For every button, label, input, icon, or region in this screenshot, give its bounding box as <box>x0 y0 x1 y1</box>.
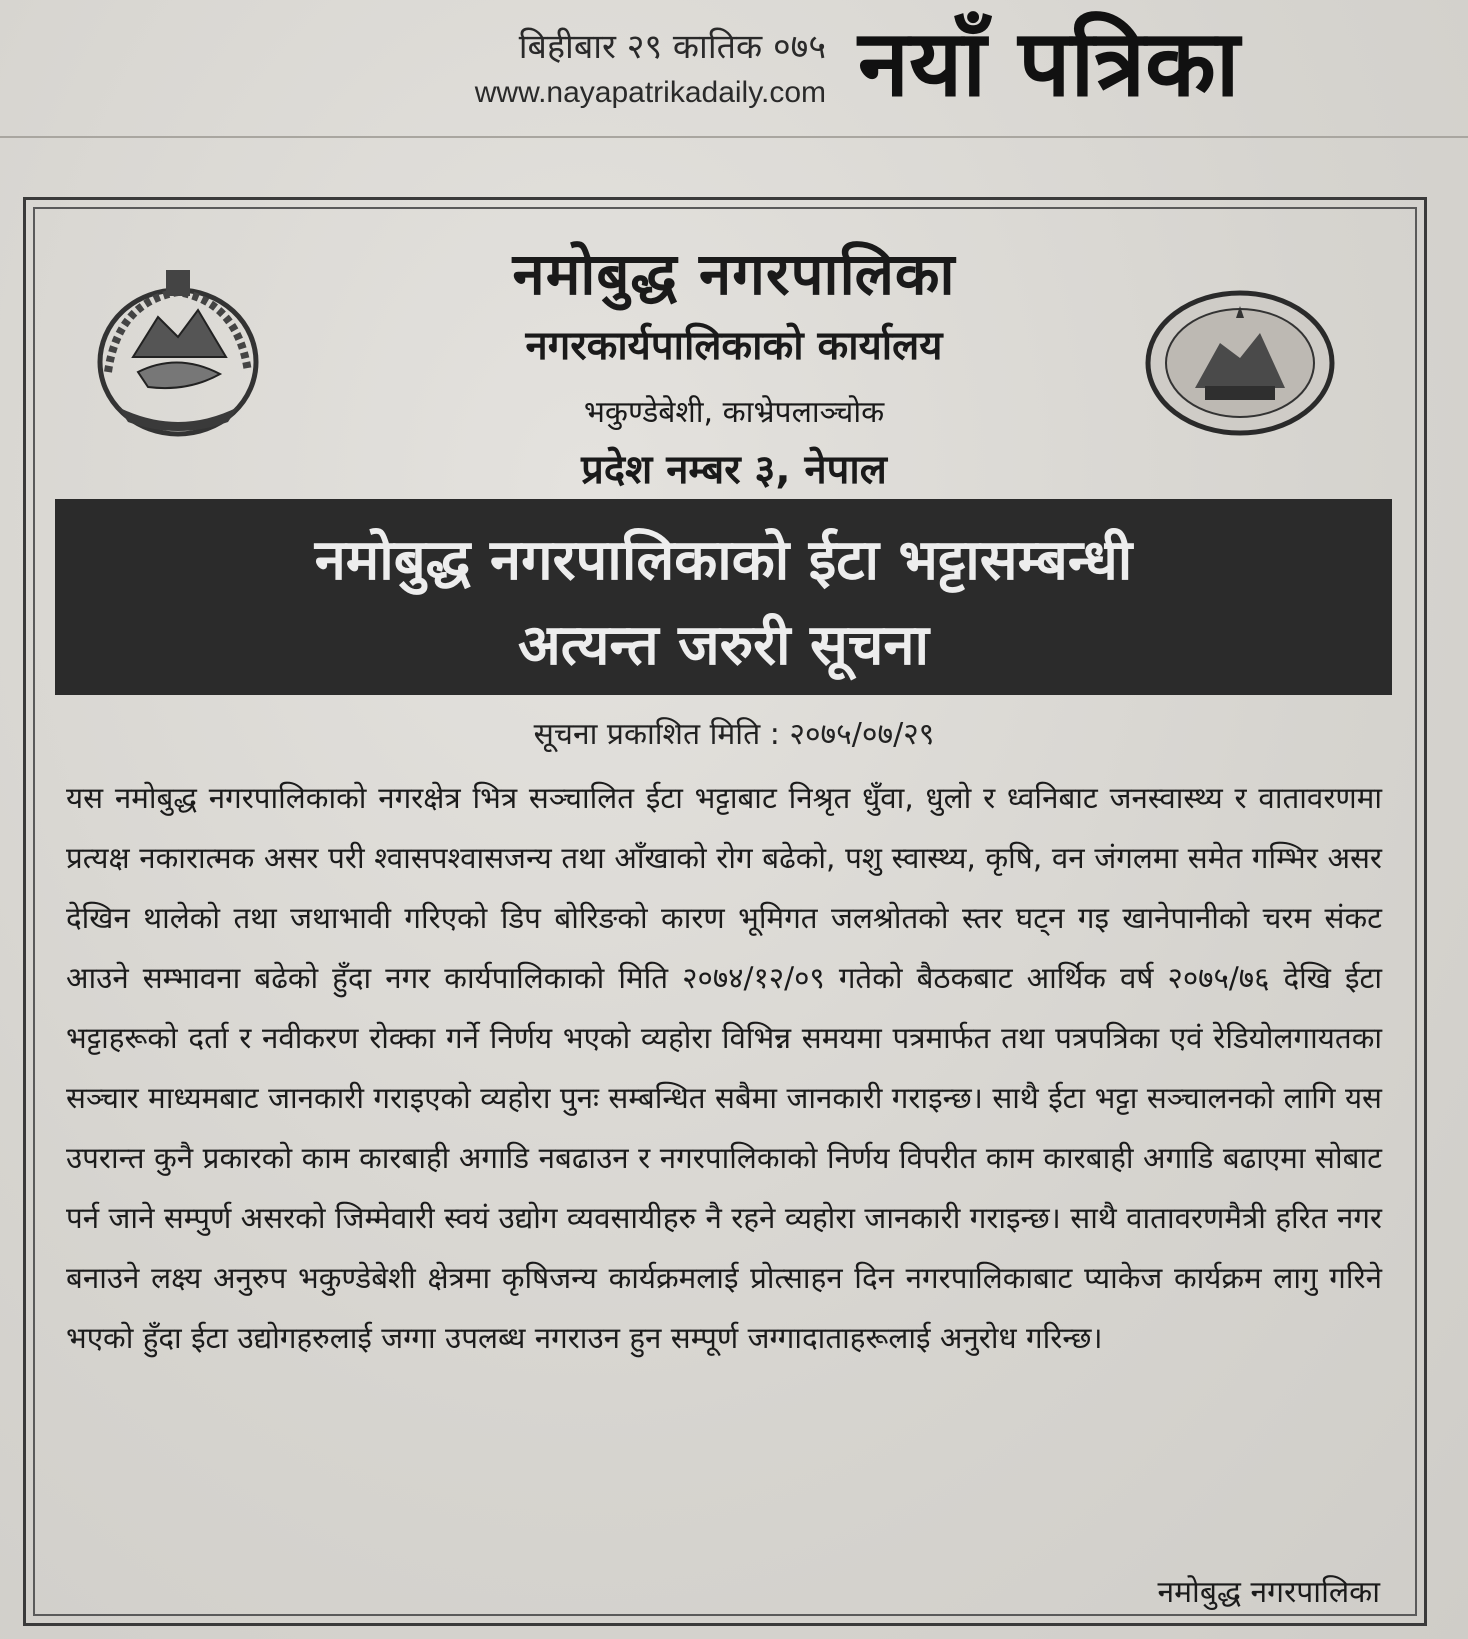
municipality-name: नमोबुद्ध नगरपालिका <box>512 240 956 308</box>
office-address: भकुण्डेबेशी, काभ्रेपलाञ्चोक <box>583 395 885 430</box>
fold-line <box>0 136 1468 138</box>
notice-body: यस नमोबुद्ध नगरपालिकाको नगरक्षेत्र भित्र सञ्चालित ईटा भट्टाबाट निश्रृत धुँवा, धुलो र ध्वनिबाट जनस्वास्थ्य र वातावरणमा प्रत्यक्ष नकारात्मक असर परी श्वासपश्वासजन्य तथा आँखाको रोग बढेको, पशु स्वास्थ्य, कृषि, वन जंगलमा समेत गम्भिर असर देखिन थालेको तथा जथाभावी गरिएको डिप बोरिङको कारण भूमिगत जलश्रोतको स्तर घट्न गइ खानेपानीको चरम संकट आउने सम्भावना बढेको हुँदा नगर कार्यपालिकाको मिति २०७४/१२/०९ गतेको बैठकबाट आर्थिक वर्ष २०७५/७६ देखि ईटा भट्टाहरूको दर्ता र नवीकरण रोक्का गर्ने निर्णय भएको व्यहोरा विभिन्न समयमा पत्रमार्फत तथा पत्रपत्रिका एवं रेडियोलगायतका सञ्चार माध्यमबाट जानकारी गराइएको व्यहोरा पुनः सम्बन्धित सबैमा जानकारी गराइन्छ। साथै ईटा भट्टा सञ्चालनको लागि यस उपरान्त कुनै प्रकारको काम कारबाही अगाडि नबढाउन र नगरपालिकाको निर्णय विपरीत काम कारबाही अगाडि बढाएमा सोबाट पर्न जाने सम्पुर्ण असरको जिम्मेवारी स्वयं उद्योग व्यवसायीहरु नै रहने व्यहोरा जानकारी गराइन्छ। साथै वातावरणमैत्री हरित नगर बनाउने लक्ष्य अनुरुप भकुण्डेबेशी क्षेत्रमा कृषिजन्य कार्यक्रमलाई प्रोत्साहन दिन नगरपालिकाबाट प्याकेज कार्यक्रम लागु गरिने भएको हुँदा ईटा उद्योगहरुलाई जग्गा उपलब्ध नगराउन हुन सम्पूर्ण जग्गादाताहरूलाई अनुरोध गरिन्छ। <box>66 781 1382 1355</box>
office-name: नगरकार्यपालिकाको कार्यालय <box>525 323 943 369</box>
published-date: सूचना प्रकाशित मिति : २०७५/०७/२९ <box>533 717 935 752</box>
province-line: प्रदेश नम्बर ३, नेपाल <box>581 447 887 493</box>
notice-title-line-2: अत्यन्त जरुरी सूचना <box>517 613 930 678</box>
newspaper-name: नयाँ पत्रिका <box>858 10 1240 117</box>
signature: नमोबुद्ध नगरपालिका <box>1157 1575 1380 1610</box>
masthead-url: www.nayapatrikadaily.com <box>474 76 826 109</box>
masthead-date: बिहीबार २९ कातिक ०७५ <box>518 27 826 67</box>
notice-title-line-1: नमोबुद्ध नगरपालिकाको ईटा भट्टासम्बन्धी <box>314 528 1133 593</box>
